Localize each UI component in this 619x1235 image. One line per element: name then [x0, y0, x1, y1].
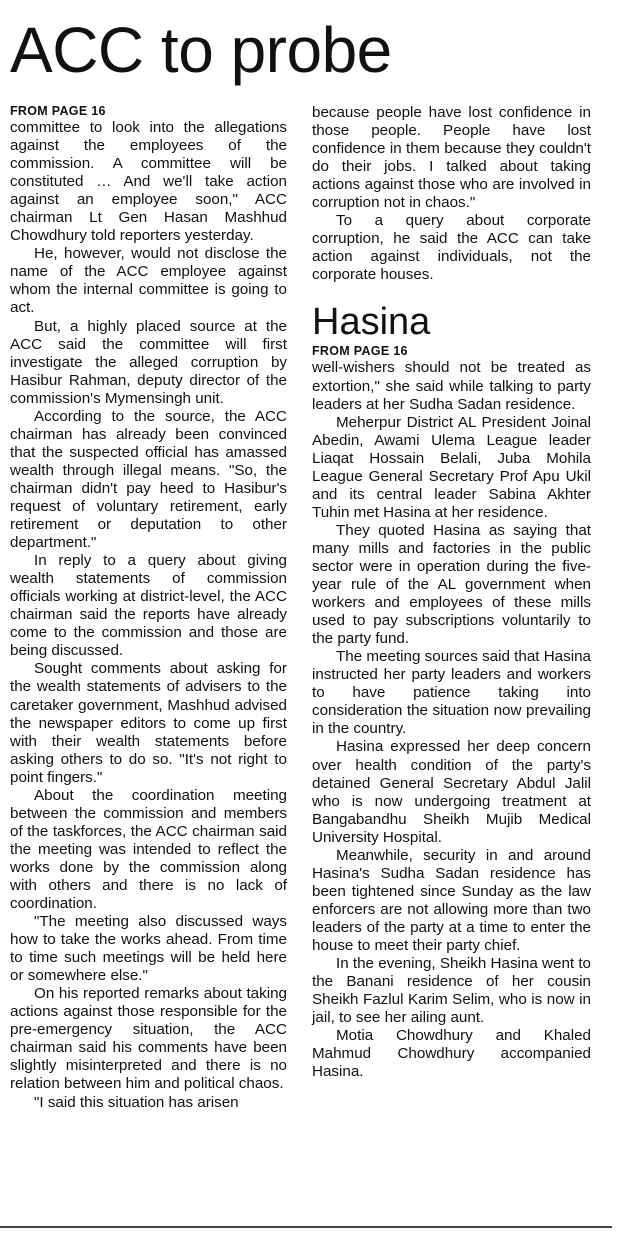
paragraph: Hasina expressed her deep concern over health condition of the party's detained General Secretary Abdul Jalil who is now undergoing treatment at Bangabandhu Sheikh Mujib Medical University Hospital. — [312, 738, 591, 846]
paragraph: The meeting sources said that Hasina instructed her party leaders and workers to have patience taking into consideration the situation now prevailing in the country. — [312, 648, 591, 738]
paragraph: They quoted Hasina as saying that many mills and factories in the public sector were in operation during the five-year rule of the AL government when workers and employees of these mills used to pay subscriptions voluntarily to the party fund. — [312, 521, 591, 648]
paragraph: Meanwhile, security in and around Hasina's Sudha Sadan residence has been tightened since Sunday as the law enforcers are not allowing more than two leaders of the party at a time to enter the house to meet their party chief. — [312, 846, 591, 954]
paragraph: He, however, would not disclose the name of the ACC employee against whom the internal committee is going to act. — [10, 245, 287, 317]
paragraph: On his reported remarks about taking actions against those responsible for the pre-emergency situation, the ACC chairman said his comments have been slightly misinterpreted and there is no relation between him and political chaos. — [10, 985, 287, 1093]
article-acc-column-left — [10, 104, 287, 1112]
paragraph: Meherpur District AL President Joinal Abedin, Awami Ulema League leader Liaqat Hossain Belali, Juba Mohila League General Secretary Prof Apu Ukil and its central leader Sabina Akhter Tuhin met Hasina at her residence. — [312, 413, 591, 521]
article-headline-acc: ACC to probe — [10, 14, 392, 86]
paragraph: Sought comments about asking for the wealth statements of advisers to the caretaker government, Mashhud advised the newspaper editors to come up first with their wealth statements before asking others to do so. "It's not right to point fingers." — [10, 660, 287, 786]
paragraph: "The meeting also discussed ways how to take the works ahead. From time to time such meetings will be held here or somewhere else." — [10, 913, 287, 985]
paragraph: In reply to a query about giving wealth statements of commission officials working at district-level, the ACC chairman said the reports have already come to the commission and those are being discussed. — [10, 552, 287, 660]
paragraph: About the coordination meeting between the commission and members of the taskforces, the ACC chairman said the meeting was intended to reflect the works done by the commission along with others and there is no lack of coordination. — [10, 786, 287, 913]
kicker-from-page: FROM PAGE 16 — [312, 344, 408, 359]
article-column-right — [312, 104, 591, 1081]
paragraph: because people have lost confidence in those people. People have lost confidence in them because they couldn't do their jobs. I talked about taking actions against those who are involved in corruption not in chaos." — [312, 104, 591, 212]
article-headline-hasina: Hasina — [312, 301, 431, 344]
paragraph: well-wishers should not be treated as extortion," she said while talking to party leaders at her Sudha Sadan residence. — [312, 359, 591, 413]
paragraph: Motia Chowdhury and Khaled Mahmud Chowdhury accompanied Hasina. — [312, 1027, 591, 1081]
bottom-rule — [0, 1226, 612, 1228]
paragraph: According to the source, the ACC chairman has already been convinced that the suspected official has amassed wealth through illegal means. "So, the chairman didn't pay heed to Hasibur's request of voluntary retirement, early retirement or deputation to other department." — [10, 407, 287, 552]
paragraph: In the evening, Sheikh Hasina went to the Banani residence of her cousin Sheikh Fazlul Karim Selim, who is now in jail, to see her ailing aunt. — [312, 955, 591, 1027]
paragraph: "I said this situation has arisen — [34, 1093, 239, 1111]
paragraph: To a query about corporate corruption, he said the ACC can take action against individuals, not the corporate houses. — [312, 212, 591, 284]
paragraph: committee to look into the allegations against the employees of the commission. A committee will be constituted … And we'll take action against an employee soon," ACC chairman Lt Gen Hasan Mashhud Chowdhury told reporters yesterday. — [10, 119, 287, 245]
kicker-from-page: FROM PAGE 16 — [10, 104, 106, 118]
paragraph: But, a highly placed source at the ACC said the committee will first investigate the alleged corruption by Hasibur Rahman, deputy director of the commission's Mymensingh unit. — [10, 317, 287, 407]
